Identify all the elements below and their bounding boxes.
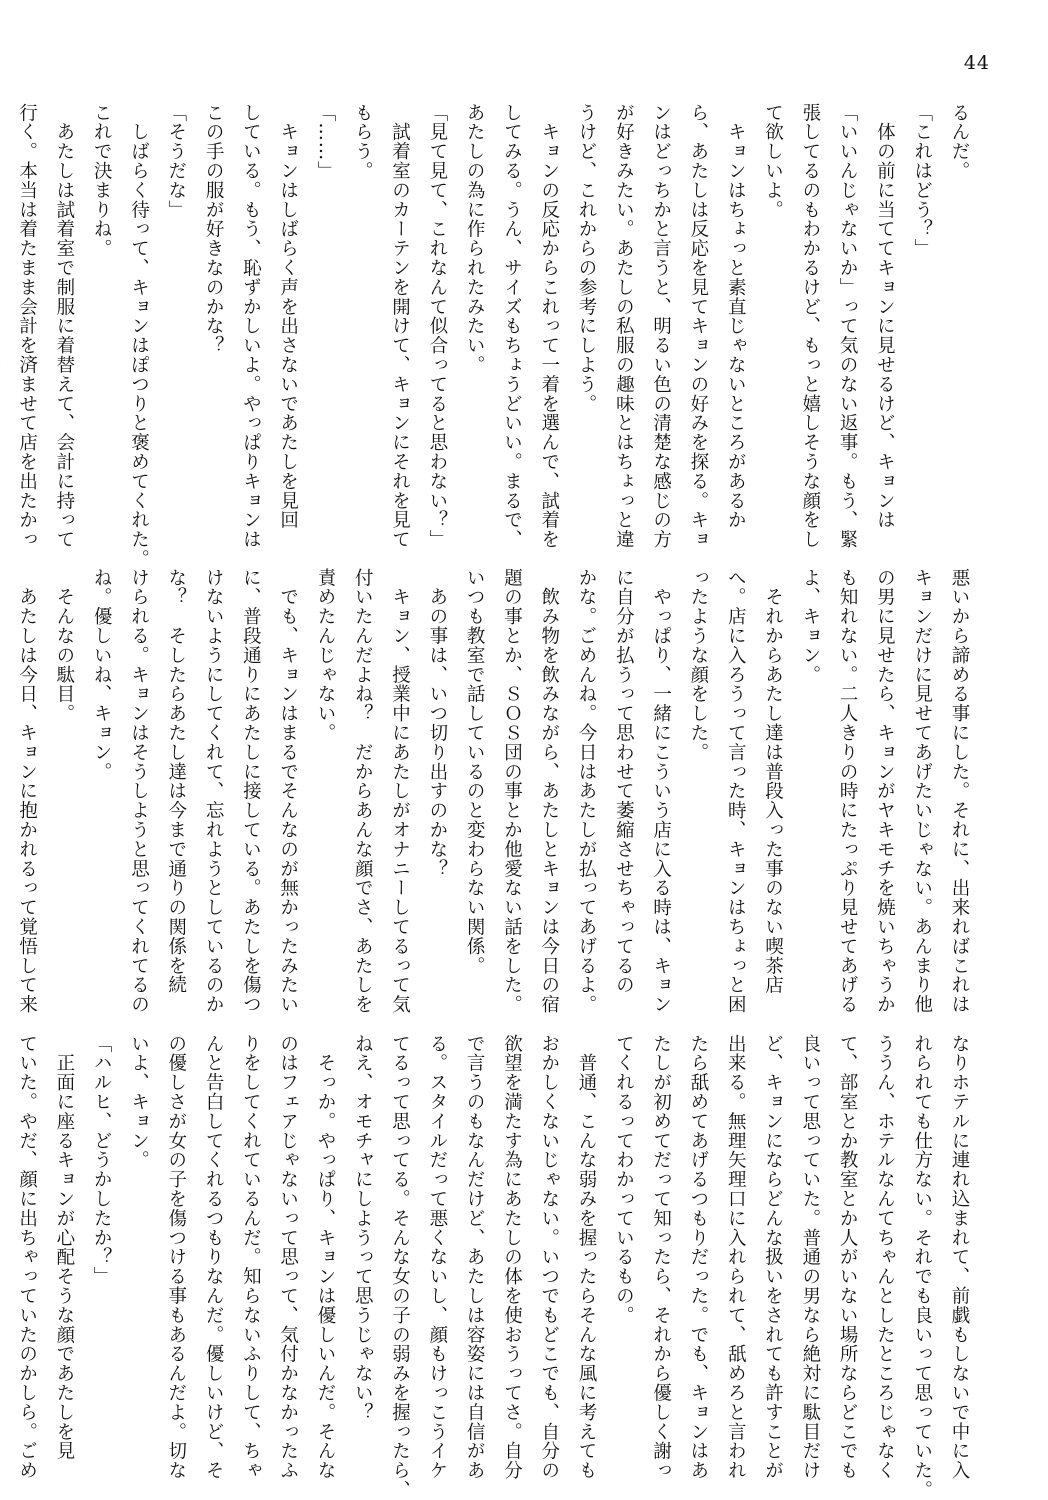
text-column: してみる。うん、サイズもちょうどいい。まるで、 [501, 103, 523, 550]
text-column: 題の事とか、ＳＯＳ団の事とか他愛ない話をした。 [501, 568, 523, 1015]
text-column: けないようにしてくれて、忘れようとしているのか [203, 568, 225, 1015]
text-column: かな。ごめんね。今日はあたしが払ってあげるよ。 [576, 568, 598, 1015]
text-column [0, 1034, 8, 1454]
text-column: うけど、これからの参考にしよう。 [576, 103, 598, 414]
text-column: いつも教室で話しているのと変わらない関係。 [464, 568, 486, 976]
text-column: それからあたし達は普段入った事のない喫茶店 [762, 568, 784, 995]
text-column: ね。優しいね、キョン。 [91, 568, 113, 782]
text-column: 良いって思っていた。普通の男なら絶対に駄目だけ [799, 1034, 821, 1481]
text-column: て、部室とか教室とか人がいない場所ならどこでも [837, 1034, 859, 1481]
text-column: ンはどっちかと言うと、明るい色の清楚な感じの方 [650, 103, 672, 550]
text-column: るんだ。 [949, 103, 970, 181]
text-column: いよ、キョン。 [128, 1034, 150, 1170]
text-column: が好きみたい。あたしの私服の趣味とはちょっと違 [613, 103, 635, 550]
text-column: 「ハルヒ、どうかしたか？」 [91, 1034, 113, 1287]
text-column: たら舐めてあげるつもりだった。でも、キョンはあ [687, 1034, 709, 1481]
text-column: で言うのもなんだけど、あたしは容姿には自信があ [464, 1034, 486, 1481]
text-column: ら、あたしは反応を見てキョンの好みを探る。キョ [687, 103, 709, 550]
text-column: キョンはちょっと素直じゃないところがあるか [725, 103, 747, 530]
text-column: もらう。 [352, 103, 374, 181]
text-column: 張してるのもわかるけど、もっと嬉しそうな顔をし [799, 103, 821, 550]
text-column: ったような顔をした。 [687, 568, 709, 762]
text-column: んと告白してくれるつもりなんだ。優しいけど、そ [203, 1034, 225, 1481]
text-column: な？ そしたらあたし達は今まで通りの関係を続 [165, 568, 187, 995]
text-column: ねえ、オモチャにしようって思うじゃない？ [352, 1034, 374, 1422]
text-column: れられても仕方ない。それでも良いって思っていた。 [911, 1034, 933, 1500]
text-column: てくれるってわかっているもの。 [613, 1034, 635, 1325]
text-column [0, 103, 8, 523]
text-column: キョンの反応からこれって一着を選んで、試着を [538, 103, 560, 550]
text-column: キョンはしばらく声を出さないであたしを見回 [277, 103, 299, 530]
text-column: 付いたんだよね？ だからあんな顔でさ、あたしを [352, 568, 374, 1015]
text-column: 「いいんじゃないか」って気のない返事。もう、緊 [837, 103, 859, 550]
text-column: の優しさが女の子を傷つける事もあるんだよ。切な [165, 1034, 187, 1481]
text-column: あたしは今日、キョンに抱かれるって覚悟して来 [16, 568, 38, 1015]
text-column: 責めたんじゃない。 [314, 568, 336, 743]
text-column: これで決まりね。 [91, 103, 113, 259]
text-column: あたしは試着室で制服に着替えて、会計に持って [53, 103, 75, 550]
text-column: 体の前に当ててキョンに見せるけど、キョンは [874, 103, 896, 530]
text-column: 「これはどう？」 [911, 103, 933, 259]
text-column: そんなの駄目。 [53, 568, 75, 724]
text-column: そっか。やっぱり、キョンは優しいんだ。そんな [314, 1034, 336, 1481]
text-column: している。もう、恥ずかしいよ。やっぱりキョンは [240, 103, 262, 550]
text-column: 普通、こんな弱みを握ったらそんな風に考えても [576, 1034, 598, 1481]
text-column: おかしくないじゃない。いつでもどこでも、自分の [538, 1034, 560, 1481]
text-column: のはフェアじゃないって思って、気付かなかったふ [277, 1034, 299, 1481]
text-block-bottom [16, 1034, 978, 1500]
text-column [0, 568, 8, 988]
text-column: しばらく待って、キョンはぽつりと褒めてくれた。 [128, 103, 150, 569]
text-column: キョンだけに見せてあげたいじゃない。あんまり他 [911, 568, 933, 1015]
text-column: でも、キョンはまるでそんなのが無かったみたい [277, 568, 299, 1015]
text-column: 行く。本当は着たまま会計を済ませて店を出たかっ [16, 103, 38, 550]
page-number: 44 [963, 52, 990, 74]
text-column: けられる。キョンはそうしようと思ってくれてるの [128, 568, 150, 1015]
text-column: あたしの為に作られたみたい。 [464, 103, 486, 375]
text-column: やっぱり、一緒にこういう店に入る時は、キョン [650, 568, 672, 1015]
text-column: の男に見せたら、キョンがヤキモチを焼いちゃうか [874, 568, 896, 1015]
text-column: も知れない。二人きりの時にたっぷり見せてあげる [837, 568, 859, 1015]
text-column: 飲み物を飲みながら、あたしとキョンは今日の宿 [538, 568, 560, 1015]
text-column: なりホテルに連れ込まれて、前戯もしないで中に入 [949, 1034, 970, 1481]
text-column: よ、キョン。 [799, 568, 821, 685]
text-column: 欲望を満たす為にあたしの体を使おうってさ。自分 [501, 1034, 523, 1481]
text-column: に自分が払うって思わせて萎縮させちゃってるの [613, 568, 635, 995]
text-column: この手の服が好きなのかな？ [203, 103, 225, 356]
text-column: りをしてくれているんだ。知らないふりして、ちゃ [240, 1034, 262, 1481]
text-column: 「そうだな」 [165, 103, 187, 220]
text-column: 試着室のカーテンを開けて、キョンにそれを見て [389, 103, 411, 550]
text-column: あの事は、いつ切り出すのかな？ [426, 568, 448, 879]
text-block-top [16, 103, 978, 569]
text-column: る。スタイルだって悪くないし、顔もけっこうイケ [426, 1034, 448, 1481]
text-column: て欲しいよ。 [762, 103, 784, 220]
text-column: に、普段通りにあたしに接している。あたしを傷つ [240, 568, 262, 1015]
text-column: 「見て見て、これなんて似合ってると思わない？」 [426, 103, 448, 550]
text-column: キョン、授業中にあたしがオナニーしてるって気 [389, 568, 411, 1015]
text-column: へ。店に入ろうって言った時、キョンはちょっと困 [725, 568, 747, 1015]
text-column: ううん、ホテルなんてちゃんとしたところじゃなく [874, 1034, 896, 1481]
text-column: ていた。やだ、顔に出ちゃっていたのかしら。ごめ [16, 1034, 38, 1481]
text-column: 正面に座るキョンが心配そうな顔であたしを見 [53, 1034, 75, 1461]
text-block-middle [16, 568, 978, 1015]
text-column: ど、キョンにならどんな扱いをされても許すことが [762, 1034, 784, 1481]
text-column: 「……」 [314, 103, 336, 181]
text-column: たしが初めてだって知ったら、それから優しく謝っ [650, 1034, 672, 1481]
text-column: てるって思ってる。そんな女の子の弱みを握ったら、 [389, 1034, 411, 1500]
text-column: 出来る。無理矢理口に入れられて、舐めろと言われ [725, 1034, 747, 1481]
text-column: 悪いから諦める事にした。それに、出来ればこれは [949, 568, 970, 1015]
